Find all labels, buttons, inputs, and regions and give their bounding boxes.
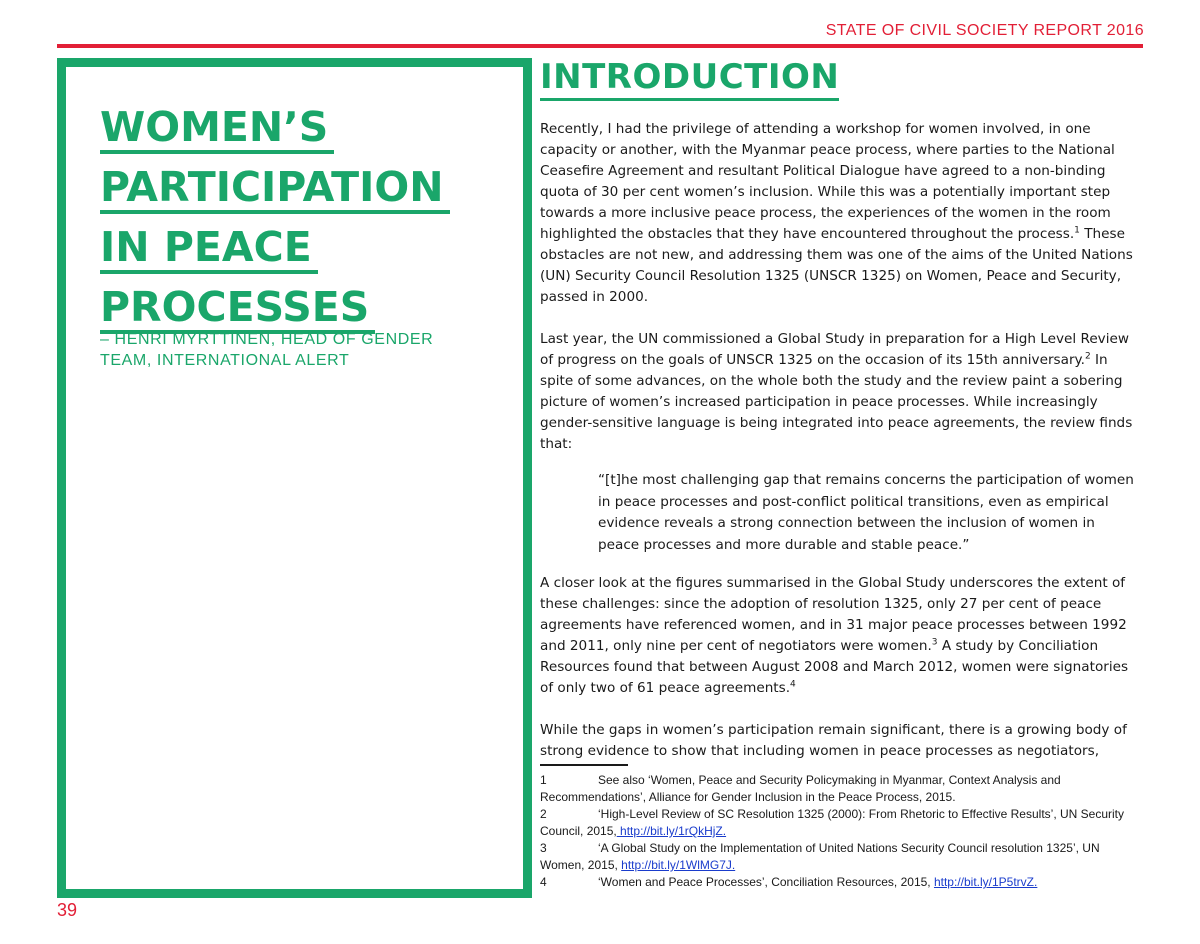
title-panel [57,58,532,898]
footnote-text: ‘A Global Study on the Implementation of United Nations Security Council resolution 1325’, UN Women, 2015, [540,841,1100,872]
footnote-item [540,806,1140,840]
footnote-item [540,874,1140,891]
page-number: 39 [57,900,78,920]
footnote-link[interactable]: http://bit.ly/1P5trvZ. [933,875,1038,889]
footnote-number: 3 [540,841,547,855]
title-line: IN PEACE [100,224,318,274]
paragraph-text: Last year, the UN commissioned a Global Study in preparation for a High Level Review of progress on the goals of UNSCR 1325 on the occasion of its 15th anniversary. [540,331,1129,368]
article-body [540,56,1140,891]
footnote-link[interactable]: http://bit.ly/1WlMG7J. [621,858,736,872]
footnote-ref[interactable]: 4 [790,679,796,690]
header-rule [57,44,1143,48]
footnote-text: See also ‘Women, Peace and Security Policymaking in Myanmar, Context Analysis and Recommendations’, Alliance for Gender Inclusion in the Peace Process, 2015. [540,773,1061,804]
footnote-item [540,840,1140,874]
section-heading: INTRODUCTION [540,56,839,101]
title-line: PROCESSES [100,284,375,334]
paragraph [540,573,1140,699]
report-title: STATE OF CIVIL SOCIETY REPORT 2016 [825,22,1144,39]
block-quote: “[t]he most challenging gap that remains concerns the participation of women in peace processes and post-conflict political transitions, even as empirical evidence reveals a strong connection between the inclusion of women in peace processes and more durable and stable peace.” [598,472,1134,553]
paragraph-text: In spite of some advances, on the whole both the study and the review paint a sobering picture of women’s increased participation in peace processes. While increasingly gender-sensitive language is being integrated into peace agreements, the review finds that: [540,352,1133,452]
footnote-divider [540,764,628,766]
paragraph [540,119,1140,308]
paragraph-text: A study by Conciliation Resources found that between August 2008 and March 2012, women were signatories of only two of 61 peace agreements. [540,638,1129,696]
author-byline: – HENRI MYRTTINEN, HEAD OF GENDER TEAM, INTERNATIONAL ALERT [100,331,434,369]
footnote-text: ‘High-Level Review of SC Resolution 1325 (2000): From Rhetoric to Effective Results’, UN Security Council, 2015, [540,807,1124,838]
footnote-ref[interactable]: 1 [1074,225,1080,236]
footnote-number: 4 [540,875,547,889]
paragraph-text: A closer look at the figures summarised in the Global Study underscores the extent of these challenges: since the adoption of resolution 1325, only 27 per cent of peace agreements have referenced women, and in 31 major peace processes between 1992 and 2011, only nine per cent of negotiators were women. [540,575,1127,654]
paragraph-text: These obstacles are not new, and addressing them was one of the aims of the United Nations (UN) Security Council Resolution 1325 (UNSCR 1325) on Women, Peace and Security, passed in 2000. [540,226,1133,305]
paragraph [540,329,1140,455]
footnote-item [540,772,1140,806]
footnote-ref[interactable]: 2 [1084,351,1091,362]
footnote-link[interactable]: http://bit.ly/1rQkHjZ. [616,824,727,838]
paragraph-text: Recently, I had the privilege of attending a workshop for women involved, in one capacity or another, with the Myanmar peace process, where parties to the National Ceasefire Agreement and resultant Political Dialogue have agreed to a non-binding quota of 30 per cent women’s inclusion. While this was a potentially important step towards a more inclusive peace process, the experiences of the women in the room highlighted the obstacles that they have encountered throughout the process. [540,121,1115,242]
page-title [100,101,450,341]
footnote-ref[interactable]: 3 [931,637,938,648]
title-line: PARTICIPATION [100,164,450,214]
paragraph: While the gaps in women’s participation remain significant, there is a growing body of strong evidence to show that including women in peace processes as negotiators, [540,722,1127,759]
title-line: WOMEN’S [100,104,334,154]
footnote-text: ‘Women and Peace Processes’, Conciliation Resources, 2015, [598,875,931,889]
footnote-number: 2 [540,807,547,821]
footnotes [540,772,1140,891]
footnote-number: 1 [540,773,547,787]
